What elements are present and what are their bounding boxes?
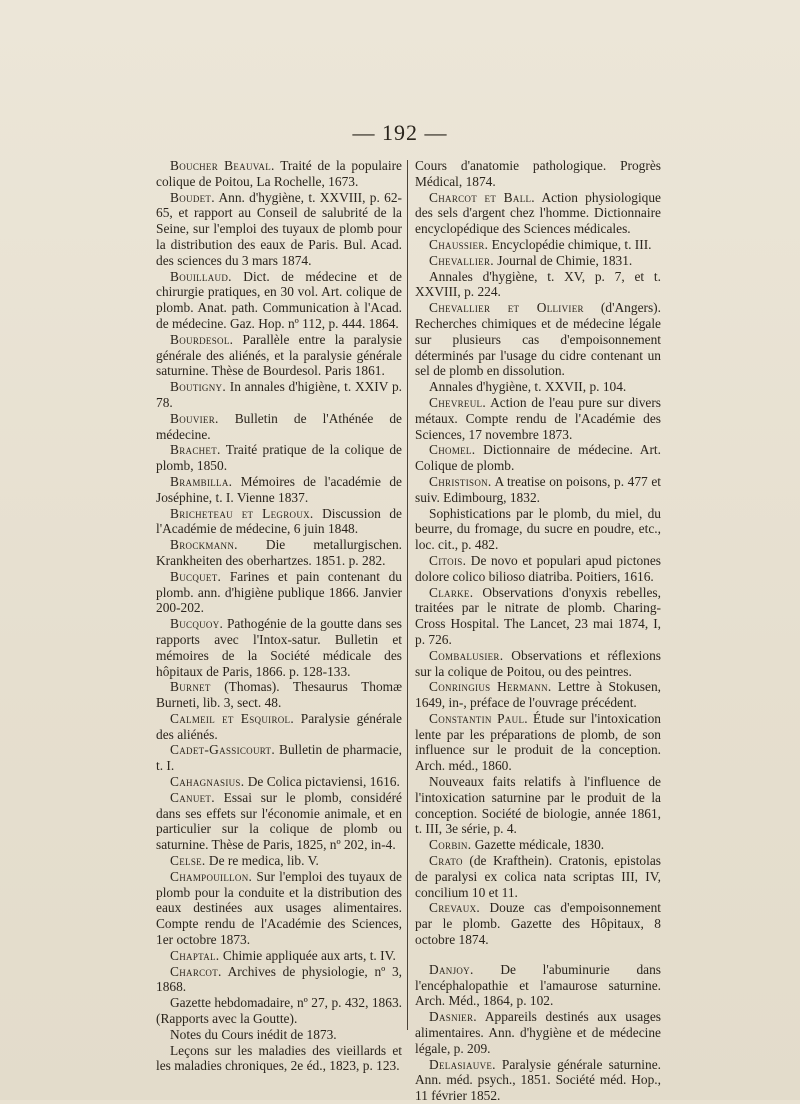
bibliography-entry: [156, 474, 402, 506]
entry-author: Champouillon.: [170, 868, 253, 884]
entry-author: Charcot.: [170, 963, 222, 979]
entry-text: Mémoires de l'académie de Joséphine, t. I. Vienne 1837.: [156, 473, 402, 505]
entry-text: Archives de physiologie, nº 3, 1868.: [156, 963, 402, 995]
bibliography-entry: [415, 962, 661, 1009]
entry-author: Cadet-Gassicourt.: [170, 742, 275, 758]
bibliography-entry: [156, 774, 402, 790]
entry-author: Chaptal.: [170, 947, 220, 963]
entry-text: Sur l'emploi des tuyaux de plomb pour la conduite et la distribution des eaux destinées aux usages alimentaires. Compte rendu de l'Académie des Sciences, 1er octobre 1873.: [156, 868, 402, 948]
entry-text: Encyclopédie chimique, t. III.: [488, 236, 652, 252]
entry-text: (Thomas). Thesaurus Thomæ Burneti, lib. 3, sect. 48.: [156, 679, 402, 711]
entry-text: Action de l'eau pure sur divers métaux. Compte rendu de l'Académie des Sciences, 17 novembre 1873.: [415, 394, 661, 442]
entry-author: Crato: [429, 853, 463, 869]
entry-author: Crevaux.: [429, 900, 481, 916]
entry-text: De Colica pictaviensi, 1616.: [244, 774, 400, 790]
bibliography-entry: [156, 411, 402, 443]
entry-author: Bricheteau et Legroux.: [170, 505, 314, 521]
entry-author: Boutigny.: [170, 379, 226, 395]
entry-text: Pathogénie de la goutte dans ses rapports avec l'Intox-satur. Bulletin et mémoires de la Société médicale des hôpitaux de Paris, 1866. p. 128-133.: [156, 616, 402, 679]
entry-text: Bulletin de pharmacie, t. I.: [156, 742, 402, 774]
bibliography-entry: [156, 679, 402, 711]
bibliography-entry: [156, 616, 402, 679]
bibliography-entry: [156, 964, 402, 996]
bibliography-entry: [156, 506, 402, 538]
bibliography-entry: [156, 442, 402, 474]
entry-text: Appareils destinés aux usages alimentaires. Ann. d'hygiène et de médecine légale, p. 209.: [415, 1009, 661, 1056]
entry-text: In annales d'higiène, t. XXIV p. 78.: [156, 379, 402, 410]
entry-author: Chevallier.: [429, 252, 494, 268]
bibliography-entry: [156, 1027, 402, 1043]
bibliography-entry: [415, 237, 661, 253]
entry-text: Annales d'hygiène, t. XXVII, p. 104.: [429, 379, 627, 395]
bibliography-entry: [415, 774, 661, 837]
bibliography-entry: [415, 474, 661, 506]
entry-author: Citois.: [429, 552, 467, 568]
bibliography-entry: [156, 158, 402, 190]
entry-text: Action physiologique des sels d'argent chez l'homme. Dictionnaire encyclopédique des Sciences médicales.: [415, 189, 662, 237]
entry-author: Chevallier et Ollivier: [429, 300, 584, 316]
entry-text: Farines et pain contenant du plomb. ann. d'higiène publique 1866. Janvier 200-202.: [156, 568, 402, 616]
entry-author: Christison.: [429, 473, 492, 489]
entry-author: Bouvier.: [170, 410, 219, 426]
entry-text: Bulletin de l'Athénée de médecine.: [156, 410, 402, 442]
entry-author: Boudet.: [170, 189, 215, 205]
bibliography-entry: [156, 995, 402, 1027]
bibliography-entry: [415, 506, 661, 553]
bibliography-entry: [415, 269, 661, 301]
entry-text: Notes du Cours inédit de 1873.: [170, 1026, 337, 1042]
bibliography-entry: [156, 869, 402, 948]
entry-author: Charcot et Ball.: [429, 189, 535, 205]
entry-text: De re medica, lib. V.: [205, 853, 319, 869]
left-column: [156, 158, 402, 1074]
entry-author: Brachet.: [170, 442, 221, 458]
bibliography-entry: [415, 442, 661, 474]
entry-text: (d'Angers). Recherches chimiques et de médecine légale sur plusieurs cas d'empoisonnement déterminés par l'usage du cidre contenant un sel de plomb en dissolution.: [415, 300, 661, 379]
entry-text: Nouveaux faits relatifs à l'influence de l'intoxication saturnine par le produit de la conception. Société de biologie, année 1861, t. III, 3e série, p. 4.: [415, 774, 661, 837]
entry-text: Gazette hebdomadaire, nº 27, p. 432, 1863. (Rapports avec la Goutte).: [156, 995, 402, 1027]
entry-text: Sophistications par le plomb, du miel, du beurre, du fromage, du sucre en poudre, etc., loc. cit., p. 482.: [415, 505, 661, 553]
entry-text: Observations et réflexions sur la colique de Poitou, ou des peintres.: [415, 647, 661, 679]
bibliography-entry: [156, 569, 402, 616]
entry-text: Observations d'onyxis rebelles, traitées par le nitrate de plomb. Charing-Cross Hospital. The Lancet, 23 mai 1874, I, p. 726.: [415, 584, 661, 647]
entry-text: De novo et populari apud pictones dolore colico bilioso diatriba. Poitiers, 1616.: [415, 552, 661, 584]
entry-text: Étude sur l'intoxication lente par les préparations de plomb, de son influence sur le produit de la conception. Arch. méd., 1860.: [415, 710, 661, 774]
entry-text: Parallèle entre la paralysie générale des aliénés, et la paralysie générale saturnine. Thèse de Bourdesol. Paris 1861.: [156, 331, 402, 379]
entry-text: Dict. de médecine et de chirurgie pratiques, en 30 vol. Art. colique de plomb. Anat. path. Communication à l'Acad. de médecine. Gaz. Hop. nº 112, p. 444. 1864.: [156, 268, 402, 331]
entry-text: (de Krafthein). Cratonis, epistolas de paralysi ex colica nata scriptas III, IV, concilium 10 et 11.: [415, 853, 661, 900]
entry-author: Delasiauve.: [429, 1056, 496, 1072]
column-divider: [407, 160, 408, 1030]
bibliography-entry: [415, 395, 661, 442]
entry-author: Celse.: [170, 853, 206, 869]
entry-author: Bucquoy.: [170, 616, 224, 632]
entry-author: Constantin Paul.: [429, 710, 528, 726]
bibliography-entry: [415, 253, 661, 269]
entry-text: Douze cas d'empoisonnement par le plomb. Gazette des Hôpitaux, 8 octobre 1874.: [415, 900, 661, 948]
entry-author: Danjoy.: [429, 961, 474, 977]
entry-author: Cahagnasius.: [170, 774, 245, 790]
bibliography-entry: [156, 332, 402, 379]
bibliography-entry: [415, 158, 661, 190]
bibliography-entry: [156, 537, 402, 569]
entry-author: Bourdesol.: [170, 331, 234, 347]
entry-text: Leçons sur les maladies des vieillards et les maladies chroniques, 2e éd., 1823, p. 123.: [156, 1042, 402, 1074]
bibliography-entry: [156, 948, 402, 964]
bibliography-entry: [156, 790, 402, 853]
bibliography-entry: [415, 1009, 661, 1056]
entry-text: Gazette médicale, 1830.: [471, 837, 605, 853]
entry-author: Calmeil et Esquirol.: [170, 710, 295, 726]
entry-author: Brockmann.: [170, 537, 238, 553]
entry-text: Die metallurgischen. Krankheiten des oberhartzes. 1851. p. 282.: [156, 537, 402, 568]
bibliography-entry: [156, 269, 402, 332]
entry-text: Chimie appliquée aux arts, t. IV.: [219, 947, 396, 963]
bibliography-entry: [415, 553, 661, 585]
bibliography-entry: [156, 742, 402, 774]
bibliography-entry: [415, 585, 661, 648]
entry-author: Chomel.: [429, 442, 476, 458]
bibliography-entry: [415, 837, 661, 853]
right-column: [415, 158, 661, 1104]
bibliography-entry: [415, 1057, 661, 1104]
entry-author: Combalusier.: [429, 647, 504, 663]
bibliography-entry: [415, 679, 661, 711]
entry-text: Essai sur le plomb, considéré dans ses effets sur l'économie animale, et en particulier sur la colique de plomb ou saturnine. Thèse de Paris, 1825, nº 202, in-4.: [156, 789, 402, 853]
entry-author: Bucquet.: [170, 568, 222, 584]
entry-text: Paralysie générale saturnine. Ann. méd. psych., 1851. Société méd. Hop., 11 février 1852.: [415, 1056, 661, 1104]
bibliography-entry: [415, 300, 661, 379]
bibliography-entry: [415, 648, 661, 680]
bibliography-entry: [415, 190, 661, 237]
entry-text: Cours d'anatomie pathologique. Progrès Médical, 1874.: [415, 158, 661, 189]
entry-text: Dictionnaire de médecine. Art. Colique de plomb.: [415, 442, 661, 474]
bibliography-entry: [156, 853, 402, 869]
entry-text: Traité pratique de la colique de plomb, 1850.: [156, 442, 402, 474]
entry-author: Dasnier.: [429, 1009, 477, 1025]
bibliography-entry: [415, 900, 661, 947]
entry-author: Corbin.: [429, 837, 472, 853]
bibliography-entry: [415, 379, 661, 395]
bibliography-entry: [415, 711, 661, 774]
entry-text: Paralysie générale des aliénés.: [156, 710, 402, 742]
entry-text: Ann. d'hygiène, t. XXVIII, p. 62-65, et rapport au Conseil de salubrité de la Seine, sur l'emploi des tuyaux de plomb pour la distribution des eaux de Paris. Bul. Acad. des sciences du 3 mars 1874.: [156, 189, 402, 268]
bibliography-entry: [156, 711, 402, 743]
entry-author: Chevreul.: [429, 394, 486, 410]
page-number: — 192 —: [352, 120, 448, 145]
entry-author: Burnet: [170, 679, 211, 695]
entry-text: Discussion de l'Académie de médecine, 6 juin 1848.: [156, 505, 402, 537]
entry-text: Traité de la populaire colique de Poitou, La Rochelle, 1673.: [156, 158, 402, 189]
entry-author: Bouillaud.: [170, 268, 232, 284]
entry-author: Clarke.: [429, 584, 474, 600]
entry-author: Chaussier.: [429, 236, 489, 252]
bibliography-entry: [156, 379, 402, 411]
entry-text: De l'abuminurie dans l'encéphalopathie et l'amaurose saturnine. Arch. Méd., 1864, p. 102.: [415, 961, 661, 1009]
entry-author: Canuet.: [170, 789, 215, 805]
entry-text: Journal de Chimie, 1831.: [493, 252, 633, 268]
entry-text: Annales d'hygiène, t. XV, p. 7, et t. XXVIII, p. 224.: [415, 268, 661, 300]
entry-text: A treatise on poisons, p. 477 et suiv. Edimbourg, 1832.: [415, 473, 661, 505]
entry-author: Conringius Hermann.: [429, 679, 552, 695]
entry-author: Brambilla.: [170, 473, 233, 489]
bibliography-entry: [156, 190, 402, 269]
bibliography-entry: [156, 1043, 402, 1075]
entry-author: Boucher Beauval.: [170, 158, 275, 173]
entry-text: Lettre à Stokusen, 1649, in-, préface de l'ouvrage précédent.: [415, 679, 662, 711]
bibliography-entry: [415, 853, 661, 900]
